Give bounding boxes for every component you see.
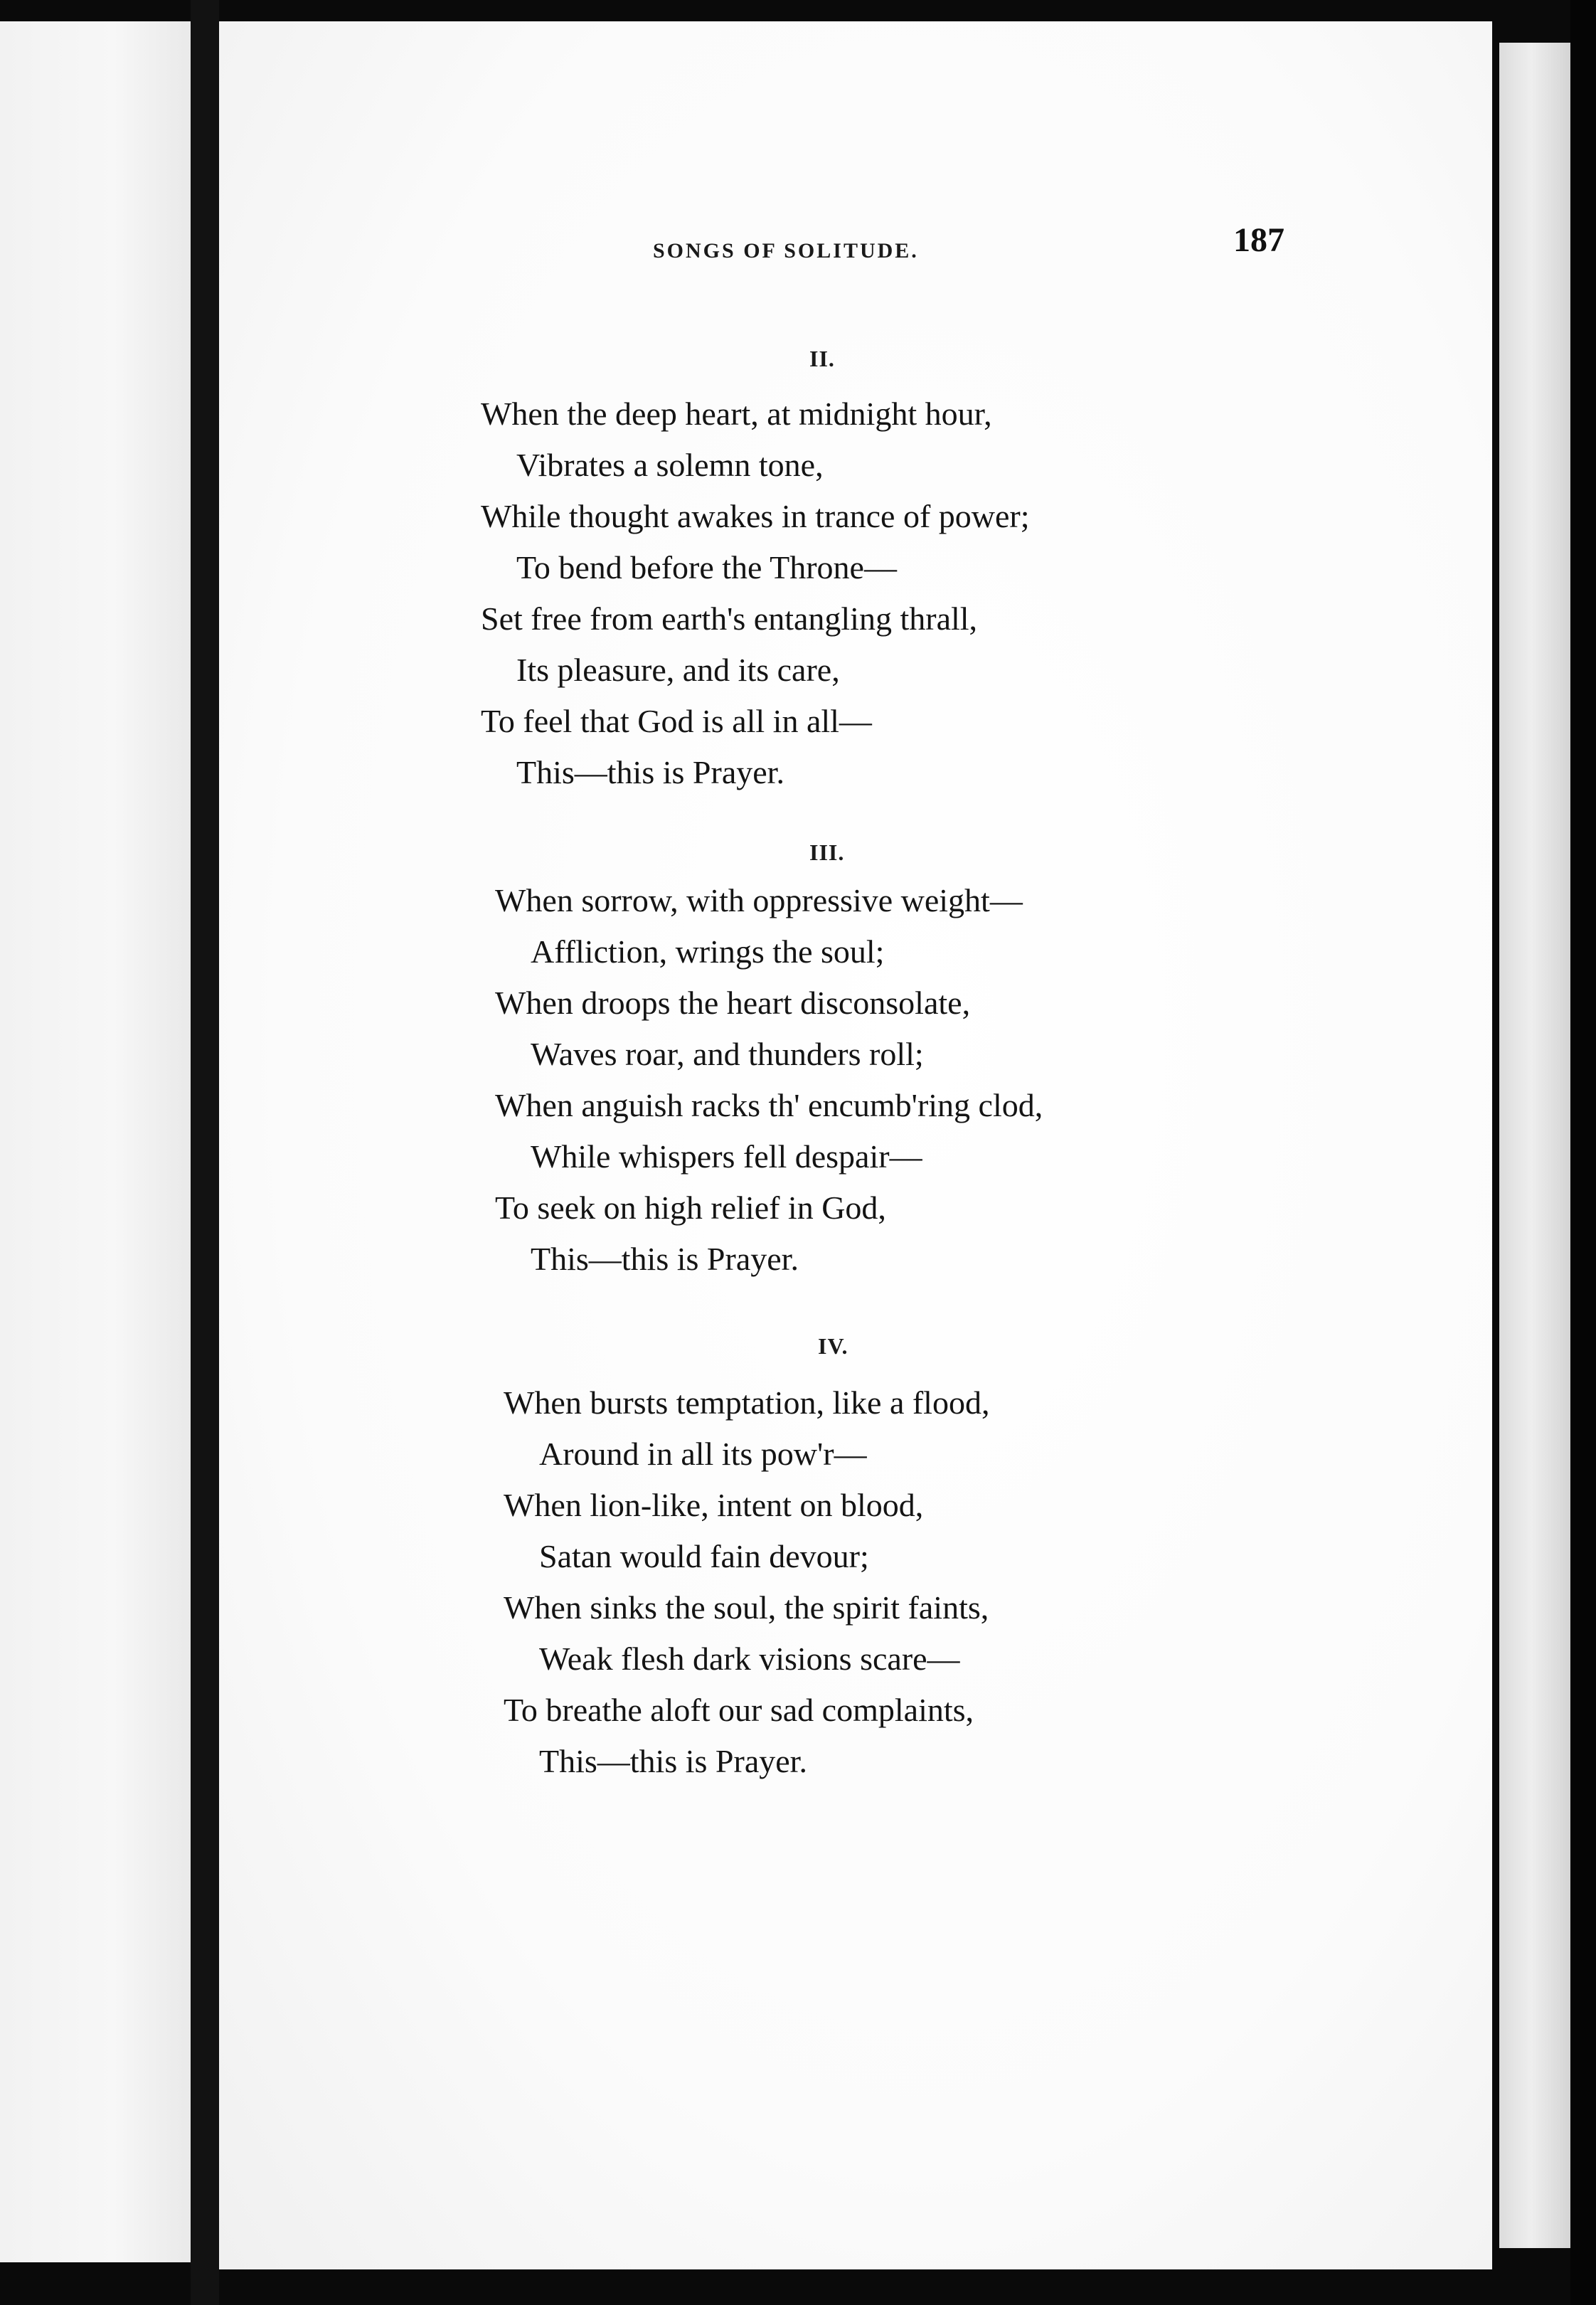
verse-line: When the deep heart, at midnight hour, bbox=[481, 396, 992, 432]
binding-gutter bbox=[191, 0, 219, 2305]
verse-line: Vibrates a solemn tone, bbox=[516, 447, 824, 483]
stanza-numeral: II. bbox=[809, 346, 835, 371]
verse-line: Waves roar, and thunders roll; bbox=[531, 1036, 924, 1072]
verse-line: This—this is Prayer. bbox=[531, 1241, 799, 1277]
verse-line: When sinks the soul, the spirit faints, bbox=[504, 1589, 989, 1626]
left-page-edge bbox=[0, 21, 191, 2262]
stanza bbox=[495, 875, 1043, 1285]
verse-line: While thought awakes in trance of power; bbox=[481, 498, 1030, 534]
page-fore-edge bbox=[1499, 43, 1570, 2248]
verse-line: While whispers fell despair— bbox=[531, 1138, 922, 1175]
stanza-numeral: IV. bbox=[818, 1333, 848, 1359]
stanza bbox=[481, 388, 1030, 798]
verse-line: To seek on high relief in God, bbox=[495, 1189, 886, 1226]
verse-line: To feel that God is all in all— bbox=[481, 703, 872, 739]
verse-line: To bend before the Throne— bbox=[516, 549, 897, 585]
verse-line: This—this is Prayer. bbox=[539, 1743, 807, 1779]
page-number: 187 bbox=[1233, 221, 1284, 259]
verse-line: When lion-like, intent on blood, bbox=[504, 1487, 924, 1523]
verse-line: To breathe aloft our sad complaints, bbox=[504, 1692, 974, 1728]
verse-line: Weak flesh dark visions scare— bbox=[539, 1641, 960, 1677]
stanza-numeral: III. bbox=[809, 839, 845, 865]
verse-line: Affliction, wrings the soul; bbox=[531, 933, 885, 970]
scan-border bbox=[1570, 0, 1596, 2305]
verse-line: Satan would fain devour; bbox=[539, 1538, 869, 1574]
verse-line: This—this is Prayer. bbox=[516, 754, 784, 790]
running-head: SONGS OF SOLITUDE. bbox=[653, 239, 919, 263]
verse-line: When droops the heart disconsolate, bbox=[495, 985, 971, 1021]
verse-line: When anguish racks th' encumb'ring clod, bbox=[495, 1087, 1043, 1123]
verse-line: Its pleasure, and its care, bbox=[516, 652, 840, 688]
verse-line: When sorrow, with oppressive weight— bbox=[495, 882, 1023, 918]
verse-line: When bursts temptation, like a flood, bbox=[504, 1384, 990, 1421]
stanza bbox=[504, 1377, 989, 1787]
verse-line: Set free from earth's entangling thrall, bbox=[481, 600, 978, 637]
verse-line: Around in all its pow'r— bbox=[539, 1436, 867, 1472]
